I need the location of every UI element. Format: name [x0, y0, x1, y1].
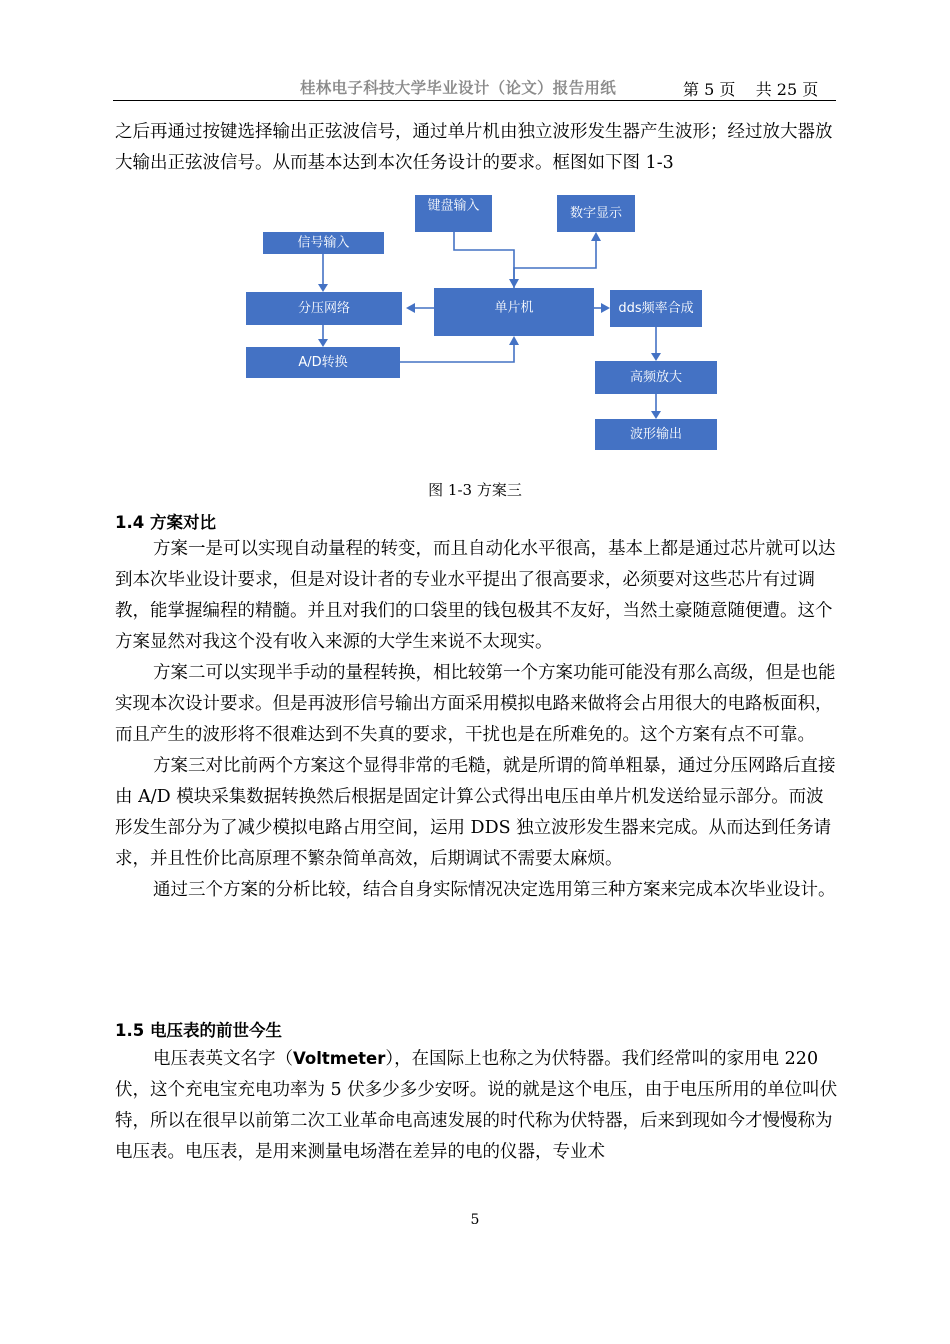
paragraph-voltmeter-history [115, 1043, 839, 1168]
block-diagram [0, 0, 950, 470]
node-mcu [434, 288, 594, 336]
header-school-title: 桂林电子科技大学毕业设计（论文）报告用纸 [300, 79, 617, 97]
node-label: 键盘输入 [427, 198, 480, 214]
intro-paragraph: 之后再通过按键选择输出正弦波信号，通过单片机由独立波形发生器产生波形；经过放大器放大输出正弦波信号。从而基本达到本次任务设计的要求。框图如下图 1-3 [115, 122, 833, 173]
paragraph-scheme-1: 方案一是可以实现自动量程的转变，而且自动化水平很高，基本上都是通过芯片就可以达到本次毕业设计要求，但是对设计者的专业水平提出了很高要求，必须要对这些芯片有过调教，能掌握编程的精髓。并且对我们的口袋里的钱包极其不友好，当然土豪随意随便遭。这个方案显然对我这个没有收入来源的大学生来说不太现实。 [115, 539, 836, 652]
node-ad-converter [246, 347, 400, 378]
node-dds [610, 290, 702, 327]
figure-caption: 图 1-3 方案三 [428, 481, 522, 499]
node-keyboard-input [415, 195, 492, 232]
paragraph-scheme-2: 方案二可以实现半手动的量程转换，相比较第一个方案功能可能没有那么高级，但是也能实现本次设计要求。但是再波形信号输出方面采用模拟电路来做将会占用很大的电路板面积，而且产生的波形将不很难达到不失真的要求，干扰也是在所难免的。这个方案有点不可靠。 [115, 663, 836, 745]
section-heading-1-5: 1.5 电压表的前世今生 [115, 1021, 282, 1040]
section-heading-1-4: 1.4 方案对比 [115, 513, 216, 532]
page-number: 5 [470, 1212, 480, 1228]
node-label: 分压网络 [297, 301, 351, 316]
edge-keyboard-mcu [454, 232, 514, 280]
node-label: dds频率合成 [618, 301, 694, 316]
paragraph-scheme-3: 方案三对比前两个方案这个显得非常的毛糙，就是所谓的简单粗暴，通过分压网路后直接由 A/D 模块采集数据转换然后根据是固定计算公式得出电压由单片机发送给显示部分。而波形发生部分为了减少模拟电路占用空间，运用 DDS 独立波形发生器来完成。从而达到任务请求，并且性价比高原理不繁杂简单高效，后期调试不需要太麻烦。 [115, 756, 836, 869]
node-label: 高频放大 [629, 370, 683, 385]
paragraph-conclusion: 通过三个方案的分析比较，结合自身实际情况决定选用第三种方案来完成本次毕业设计。 [153, 880, 836, 900]
node-label: 信号输入 [297, 235, 350, 251]
node-hf-amplifier [595, 361, 717, 394]
node-wave-output [595, 419, 717, 450]
section-1-4-body [115, 534, 839, 906]
node-voltage-divider [246, 292, 402, 325]
edge-ad-mcu [400, 344, 514, 362]
node-label: 数字显示 [569, 206, 623, 221]
node-label: A/D转换 [298, 355, 348, 370]
node-label: 单片机 [494, 300, 534, 316]
node-signal-input [263, 232, 384, 254]
node-label: 波形输出 [629, 427, 683, 442]
node-digital-display [557, 195, 635, 232]
voltmeter-term: Voltmeter [293, 1049, 386, 1068]
header-page-info: 第 5 页 共 25 页 [683, 80, 819, 99]
edge-mcu-display [514, 240, 596, 288]
text-segment: 电压表英文名字（ [153, 1049, 293, 1069]
text-segment: ），在国际上也称之为伏特器。我们经常叫的家用电 220 伏，这个充电宝充电功率为 5 伏多少多少安呀。说的就是这个电压，由于电压所用的单位叫伏特，所以在很早以前第二次工业革命电高速发展的时代称为伏特器，后来到现如今才慢慢称为电压表。电压表，是用来测量电场潜在差异的电的仪器，专业术 [115, 1049, 838, 1162]
